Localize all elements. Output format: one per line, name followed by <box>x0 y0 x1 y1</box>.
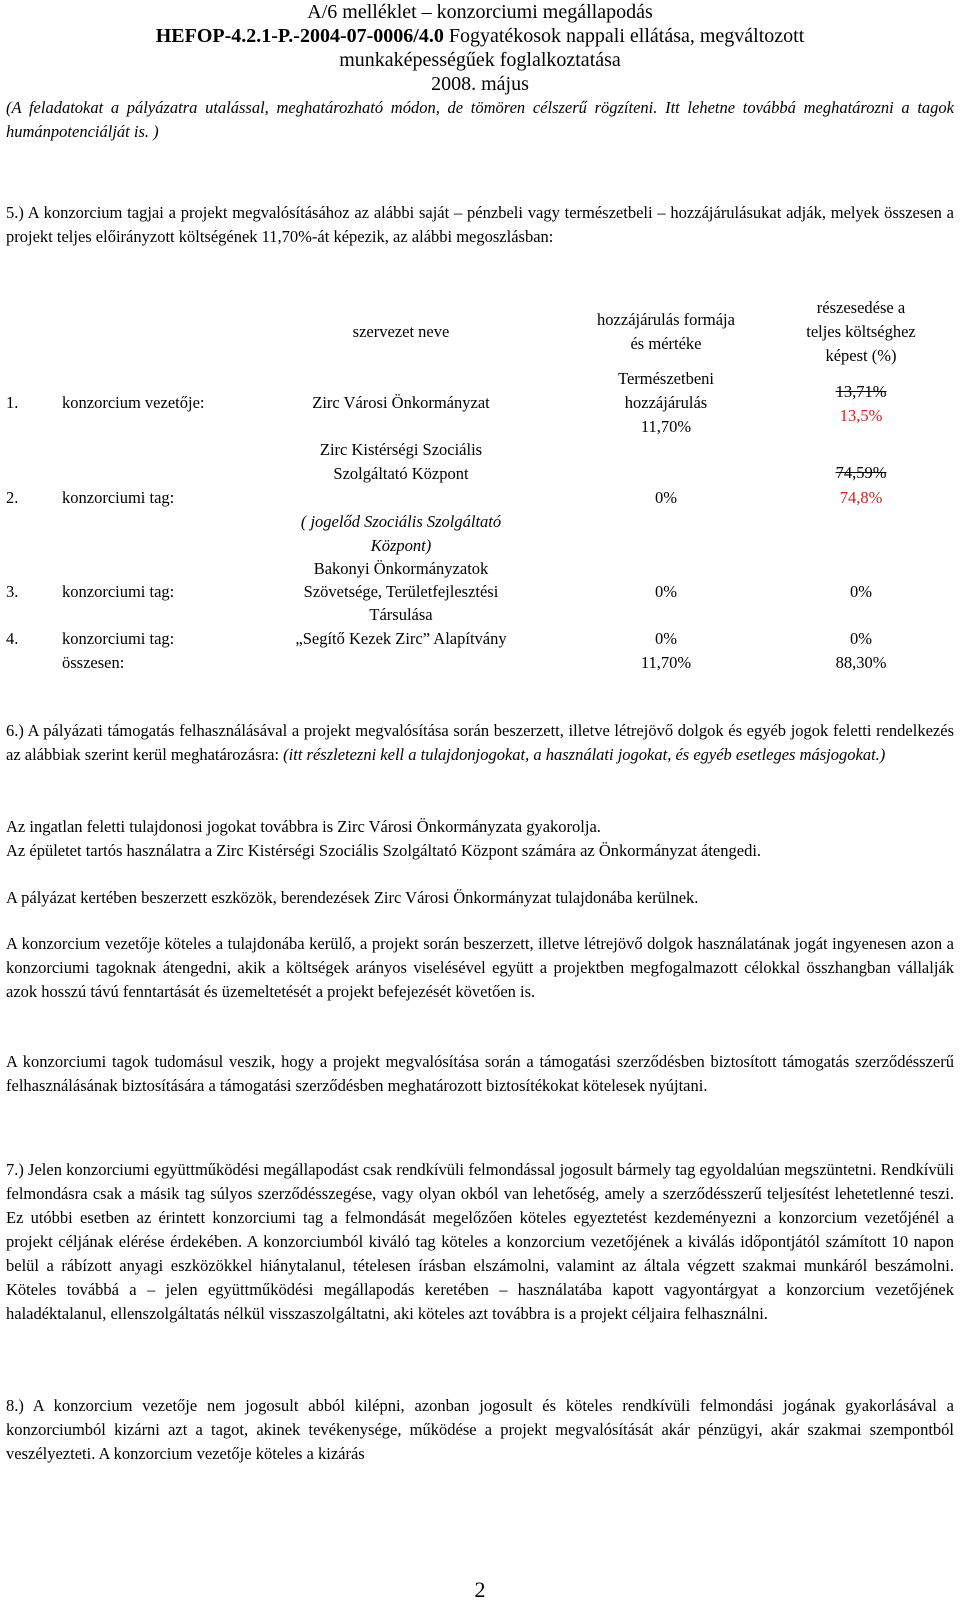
section-6-p5: A konzorciumi tagok tudomásul veszik, hogy a projekt megvalósítása során a támogatási szerződésben biztosított támogatás szerződésszerű felhasználásának biztosítására a támogatási szerződésben meghatározott biztosítékokat kötelesek nyújtani. <box>6 1052 954 1095</box>
section-5-paragraph: 5.) A konzorcium tagjai a projekt megvalósításához az alábbi saját – pénzbeli vagy természetbeli – hozzájárulásukat adják, melyek összesen a projekt teljes előirányzott költségének 11,70%-át képezik, az alábbi megoszlásban: <box>6 203 954 246</box>
row-2-org-name-2: Szolgáltató Központ <box>333 464 469 483</box>
total-share: 88,30% <box>835 653 887 672</box>
row-2-number: 2. <box>6 488 19 507</box>
section-8-paragraph: 8.) A konzorcium vezetője nem jogosult abból kilépni, azonban jogosult és köteles rendkívüli felmondási jogának gyakorlásával a konzorciumból kizárni azt a tagot, akinek tevékenysége, működése a projekt megvalósítását akár pénzügyi, akár szakmai szempontból veszélyezteti. A konzorcium vezetője köteles a kizárás <box>6 1396 954 1463</box>
row-4-form: 0% <box>655 629 677 648</box>
row-4-number: 4. <box>6 629 19 648</box>
project-title-2: munkaképességűek foglalkoztatása <box>339 49 621 71</box>
total-form: 11,70% <box>640 653 692 672</box>
row-1-share-new: 13,5% <box>839 406 883 425</box>
project-line <box>6 24 954 48</box>
row-3-org-name-1: Bakonyi Önkormányzatok <box>313 559 489 578</box>
instruction-note: (A feladatokat a pályázatra utalással, meghatározható módon, de tömören célszerű rögzíteni. Itt lehetne továbbá meghatározni a tagok humánpotenciálját is. ) <box>6 98 954 141</box>
row-1-form-2: hozzájárulás <box>624 393 708 412</box>
total-label: összesen: <box>62 653 125 672</box>
row-2-org-name-4: Központ) <box>370 536 432 555</box>
header-org-name: szervezet neve <box>352 322 450 341</box>
row-2-role: konzorciumi tag: <box>62 488 175 507</box>
row-4-role: konzorciumi tag: <box>62 629 175 648</box>
row-3-share: 0% <box>850 582 872 601</box>
section-6-p3: A pályázat kertében beszerzett eszközök, berendezések Zirc Városi Önkormányzat tulajdonába kerülnek. <box>6 888 699 907</box>
row-4-org-name: „Segítő Kezek Zirc” Alapítvány <box>295 629 507 648</box>
document-header <box>6 0 954 144</box>
project-title-1: Fogyatékosok nappali ellátása, megváltozott <box>448 25 805 47</box>
row-3-org-name-2: Szövetsége, Területfejlesztési <box>303 582 499 601</box>
row-3-org-name-3: Társulása <box>369 605 433 624</box>
row-3-form: 0% <box>655 582 677 601</box>
row-1-form-3: 11,70% <box>640 417 692 436</box>
row-4-share: 0% <box>850 629 872 648</box>
row-3-role: konzorciumi tag: <box>62 582 175 601</box>
header-share-2: teljes költséghez <box>806 322 916 341</box>
row-2-org-name-1: Zirc Kistérségi Szociális <box>319 440 483 459</box>
header-form-2: és mértéke <box>630 334 702 353</box>
header-share-1: részesedése a <box>816 298 906 317</box>
document-date: 2008. május <box>431 73 529 95</box>
row-1-number: 1. <box>6 393 19 412</box>
section-6-intro-note: (itt részletezni kell a tulajdonjogokat, a használati jogokat, és egyéb esetleges másjogokat.) <box>283 745 886 764</box>
header-form-1: hozzájárulás formája <box>597 310 735 329</box>
row-1-org-name: Zirc Városi Önkormányzat <box>312 393 490 412</box>
row-2-form: 0% <box>655 488 677 507</box>
page-number: 2 <box>474 1577 486 1602</box>
row-1-form-1: Természetbeni <box>618 369 714 388</box>
section-6-intro <box>6 719 954 767</box>
row-2-org-name-3: ( jogelőd Szociális Szolgáltató <box>300 512 502 531</box>
section-6-p4: A konzorcium vezetője köteles a tulajdonába kerülő, a projekt során beszerzett, illetve létrejövő dolgok használatának jogát ingyenesen azon a konzorciumi tagoknak átengedni, akik a költségek arányos viselésével együtt a projektben megfogalmazott célokkal összhangban vállalják azok hosszú távú fenntartását és üzemeltetését a projekt befejezését követően is. <box>6 934 954 1001</box>
row-1-role: konzorcium vezetője: <box>62 393 205 412</box>
section-6-intro-text: 6.) A pályázati támogatás felhasználásával a projekt megvalósítása során beszerzett, illetve létrejövő dolgok és egyéb jogok feletti rendelkezés az alábbiak szerint kerül meghatározásra: <box>6 721 954 764</box>
annex-title: A/6 melléklet – konzorciumi megállapodás <box>307 1 653 23</box>
row-1-share-old: 13,71% <box>835 382 887 401</box>
project-code: HEFOP-4.2.1-P.-2004-07-0006/4.0 <box>155 25 444 47</box>
section-6-p1: Az ingatlan feletti tulajdonosi jogokat továbbra is Zirc Városi Önkormányzata gyakorolja. <box>6 817 601 836</box>
section-7-paragraph: 7.) Jelen konzorciumi együttműködési megállapodást csak rendkívüli felmondással jogosult bármely tag egyoldalúan megszüntetni. Rendkívüli felmondásra csak a másik tag súlyos szerződésszegése, vagy olyan okból van lehetőség, amely a szerződésszerű teljesítést lehetetlenné teszi. Ez utóbbi esetben az érintett konzorciumi tag a felmondását megelőzően köteles egyeztetést kezdeményezni a konzorcium vezetőjénél a projekt céljának elérése érdekében. A konzorciumból kiváló tag köteles a konzorcium vezetőjének a kiválás időpontjától számított 10 napon belül a rábízott anyagi eszközökkel hiánytalanul, tételesen írásban elszámolni, valamint az általa végzett szakmai munkáról beszámolni. Köteles továbbá a – jelen együttműködési megállapodás keretében – használatába kapott vagyontárgyat a konzorcium vezetőjének haladéktalanul, ellenszolgáltatás nélkül visszaszolgáltatni, aki köteles azt továbbra is a projekt céljaira felhasználni. <box>6 1160 954 1323</box>
row-3-number: 3. <box>6 582 19 601</box>
row-2-share-new: 74,8% <box>839 488 883 507</box>
row-2-share-old: 74,59% <box>835 463 887 482</box>
header-share-3: képest (%) <box>825 346 897 365</box>
section-6-p2: Az épületet tartós használatra a Zirc Kistérségi Szociális Szolgáltató Központ számára az Önkormányzat átengedi. <box>6 841 762 860</box>
